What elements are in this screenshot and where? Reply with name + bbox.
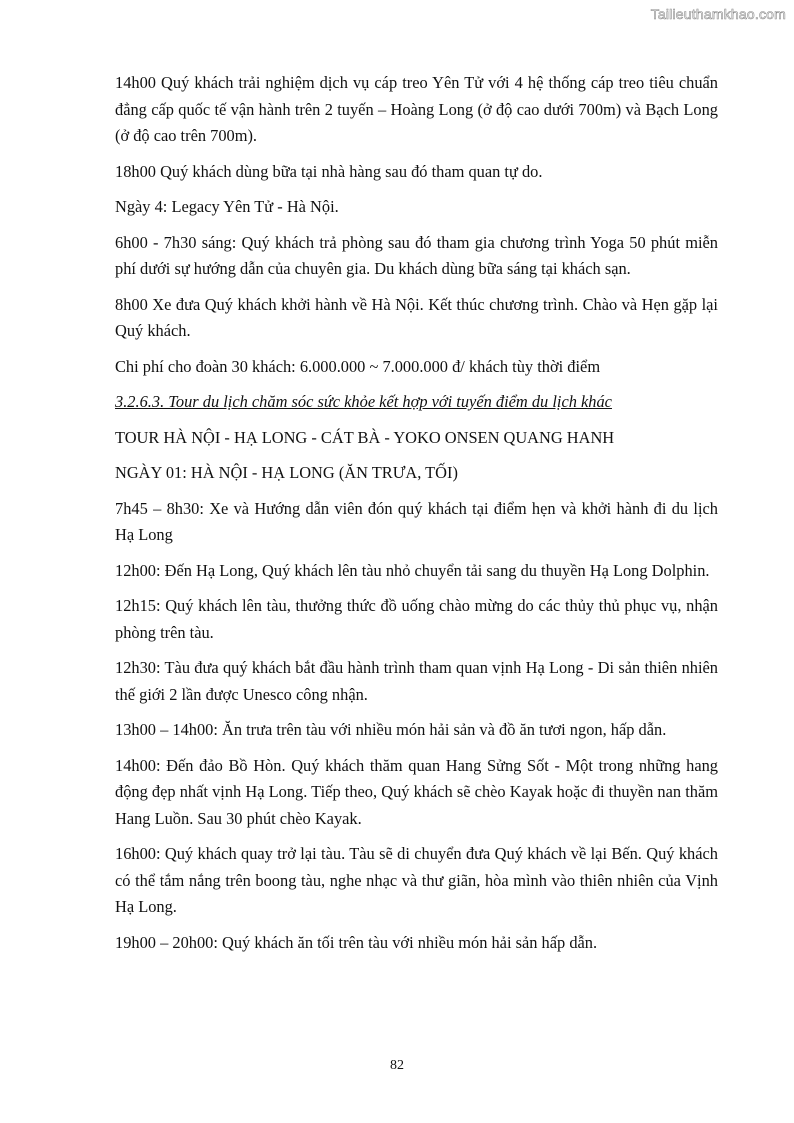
paragraph-cruise-start: 12h30: Tàu đưa quý khách bắt đầu hành trình tham quan vịnh Hạ Long - Di sản thiên nhiên thế giới 2 lần được Unesco công nhận. (115, 658, 718, 704)
paragraph-arrive-halong: 12h00: Đến Hạ Long, Quý khách lên tàu nhỏ chuyển tải sang du thuyền Hạ Long Dolphin. (115, 560, 710, 580)
paragraph-pickup: 7h45 – 8h30: Xe và Hướng dẫn viên đón quý khách tại điểm hẹn và khởi hành đi du lịch Hạ Long (115, 498, 718, 544)
document-body (115, 70, 718, 965)
paragraph-yoga-morning: 6h00 - 7h30 sáng: Quý khách trả phòng sau đó tham gia chương trình Yoga 50 phút miễn phí dưới sự hướng dẫn của chuyên gia. Du khách dùng bữa sáng tại khách sạn. (115, 232, 718, 278)
day-01-title: NGÀY 01: HÀ NỘI - HẠ LONG (ĂN TRƯA, TỐI) (115, 463, 458, 482)
watermark: Tailieuthamkhao.com (650, 6, 786, 22)
paragraph-bo-hon-island: 14h00: Đến đảo Bồ Hòn. Quý khách thăm quan Hang Sửng Sốt - Một trong những hang động đẹp nhất vịnh Hạ Long. Tiếp theo, Quý khách sẽ chèo Kayak hoặc đi thuyền nan thăm Hang Luồn. Sau 30 phút chèo Kayak. (115, 755, 718, 828)
paragraph-lunch: 13h00 – 14h00: Ăn trưa trên tàu với nhiều món hải sản và đồ ăn tươi ngon, hấp dẫn. (115, 720, 667, 739)
paragraph-return-hanoi: 8h00 Xe đưa Quý khách khởi hành về Hà Nội. Kết thúc chương trình. Chào và Hẹn gặp lại Quý khách. (115, 294, 718, 340)
paragraph-dinner-18h: 18h00 Quý khách dùng bữa tại nhà hàng sau đó tham quan tự do. (115, 161, 543, 181)
paragraph-cable-car: 14h00 Quý khách trải nghiệm dịch vụ cáp treo Yên Tử với 4 hệ thống cáp treo tiêu chuẩn đẳng cấp quốc tế vận hành trên 2 tuyến – Hoàng Long (ở độ cao dưới 700m) và Bạch Long (ở độ cao trên 700m). (115, 73, 718, 145)
paragraph-day-4-title: Ngày 4: Legacy Yên Tử - Hà Nội. (115, 197, 339, 216)
paragraph-board-ship: 12h15: Quý khách lên tàu, thưởng thức đồ uống chào mừng do các thủy thủ phục vụ, nhận phòng trên tàu. (115, 596, 718, 642)
paragraph-cost: Chi phí cho đoàn 30 khách: 6.000.000 ~ 7.000.000 đ/ khách tùy thời điểm (115, 356, 601, 376)
paragraph-dinner-19h: 19h00 – 20h00: Quý khách ăn tối trên tàu với nhiều món hải sản hấp dẫn. (115, 932, 598, 952)
page-number: 82 (390, 1058, 404, 1073)
paragraph-return-ship: 16h00: Quý khách quay trở lại tàu. Tàu sẽ di chuyển đưa Quý khách về lại Bến. Quý khách có thể tắm nắng trên boong tàu, nghe nhạc và thư giãn, hòa mình vào thiên nhiên của Vịnh Hạ Long. (115, 844, 718, 916)
section-heading: 3.2.6.3. Tour du lịch chăm sóc sức khỏe kết hợp với tuyến điểm du lịch khác (115, 392, 612, 411)
tour-title: TOUR HÀ NỘI - HẠ LONG - CÁT BÀ - YOKO ONSEN QUANG HANH (115, 427, 615, 447)
